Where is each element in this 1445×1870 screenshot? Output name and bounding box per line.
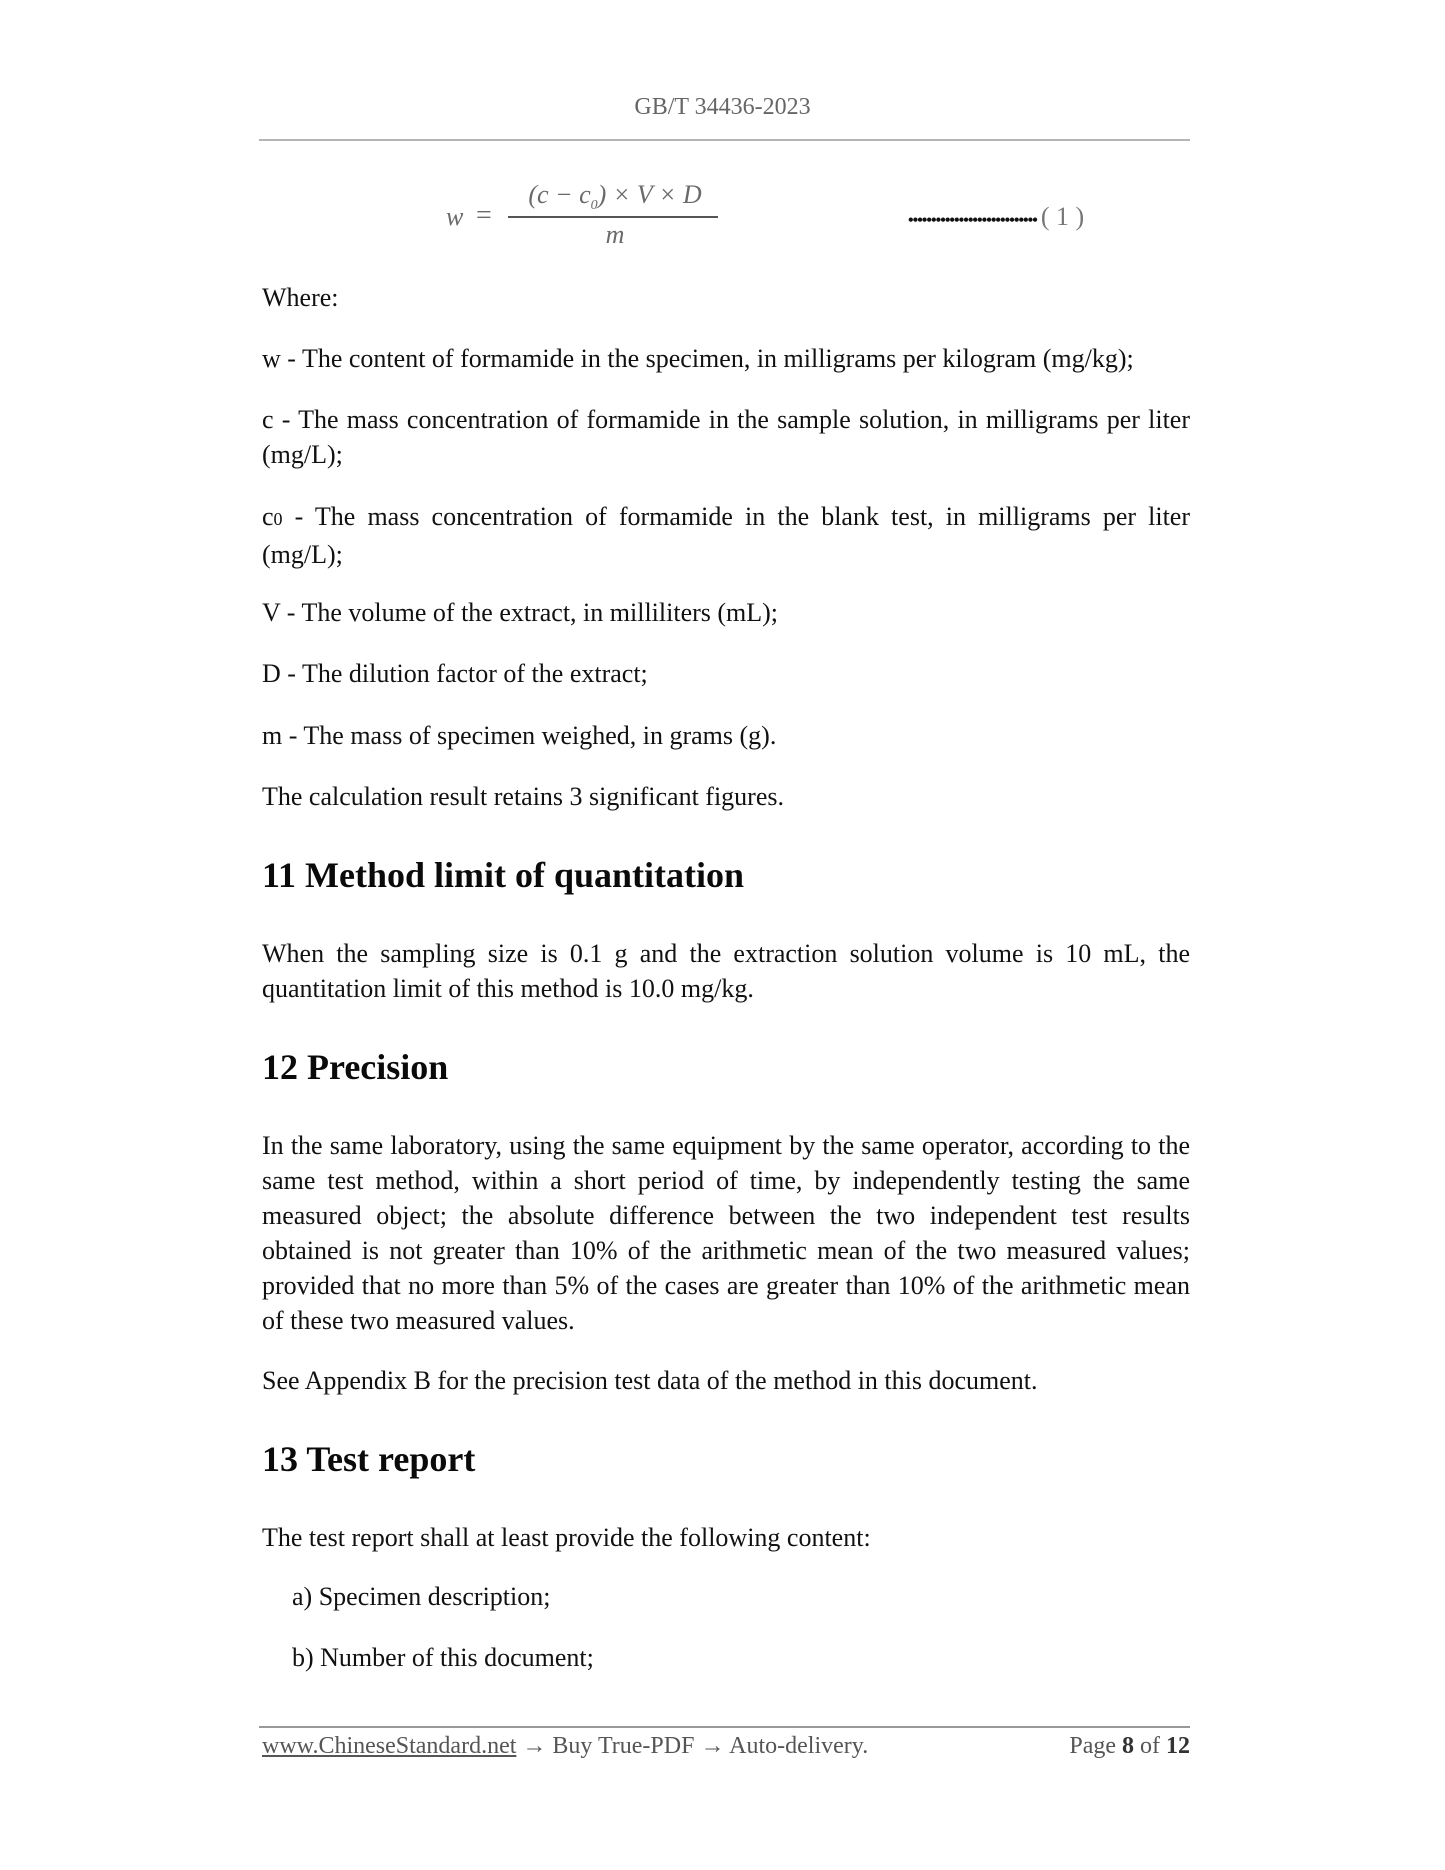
section-12-paragraph-2: See Appendix B for the precision test data of the method in this document. xyxy=(262,1366,1038,1395)
footer-website-link[interactable]: www.ChineseStandard.net xyxy=(262,1733,517,1759)
section-11-paragraph: When the sampling size is 0.1 g and the extraction solution volume is 10 mL, the quantitation limit of this method is 10.0 mg/kg. xyxy=(262,939,1190,1003)
leader-dots: •••••••••••••••••••••••••••• xyxy=(908,212,1037,229)
definition-D: D - The dilution factor of the extract; xyxy=(262,659,648,688)
definition-c0 xyxy=(262,499,1190,572)
list-item-b: b) Number of this document; xyxy=(292,1643,594,1672)
symbol-subscript: 0 xyxy=(273,509,283,529)
fraction-bar xyxy=(508,216,718,218)
header-rule xyxy=(259,139,1190,141)
equation-number-label: ( 1 ) xyxy=(1040,202,1085,231)
page-total: 12 xyxy=(1166,1733,1190,1759)
definition-m: m - The mass of specimen weighed, in grams (g). xyxy=(262,721,777,750)
equation-number xyxy=(908,202,1084,232)
footer-page-indicator xyxy=(1030,1733,1190,1760)
footer-delivery-text: → Auto-delivery. xyxy=(700,1733,869,1759)
symbol-c: c xyxy=(262,502,274,531)
page-current: 8 xyxy=(1122,1733,1134,1759)
definition-w: w - The content of formamide in the specimen, in milligrams per kilogram (mg/kg); xyxy=(262,344,1134,373)
section-12-paragraph-1: In the same laboratory, using the same equipment by the same operator, according to the same test method, within a short period of time, by independently testing the same measured object; the absolute difference between the two independent test results obtained is not greater than 10% of the arithmetic mean of the two measured values; provided that no more than 5% of the cases are greater than 10% of the arithmetic mean of these two measured values. xyxy=(262,1131,1190,1335)
section-12-heading: 12 Precision xyxy=(262,1047,449,1087)
numerator-part: (c − c xyxy=(528,180,591,209)
of-label: of xyxy=(1140,1733,1160,1759)
definition-text: - The mass concentration of formamide in the blank test, in milligrams per liter (mg/L); xyxy=(262,502,1190,569)
definition-c: c - The mass concentration of formamide in the sample solution, in milligrams per liter (mg/L); xyxy=(262,405,1190,469)
formula-denominator: m xyxy=(605,220,625,249)
list-item-a: a) Specimen description; xyxy=(292,1582,551,1611)
footer-promo xyxy=(262,1733,868,1760)
numerator-subscript: 0 xyxy=(590,198,598,214)
formula-1 xyxy=(446,180,736,250)
footer-buy-text: → Buy True-PDF xyxy=(516,1733,701,1759)
formula-numerator xyxy=(510,180,720,214)
formula-lhs: w xyxy=(446,202,464,231)
where-label: Where: xyxy=(262,283,339,312)
calc-note: The calculation result retains 3 significant figures. xyxy=(262,782,784,811)
formula-equals: = xyxy=(476,200,492,231)
footer-rule xyxy=(259,1726,1190,1728)
definition-V: V - The volume of the extract, in milliliters (mL); xyxy=(262,598,779,627)
header-doc-number: GB/T 34436-2023 xyxy=(634,94,811,120)
numerator-rest: ) × V × D xyxy=(597,180,702,209)
section-13-paragraph: The test report shall at least provide the following content: xyxy=(262,1523,871,1552)
section-11-heading: 11 Method limit of quantitation xyxy=(262,855,745,895)
page-label: Page xyxy=(1069,1733,1116,1759)
section-13-heading: 13 Test report xyxy=(262,1439,476,1479)
